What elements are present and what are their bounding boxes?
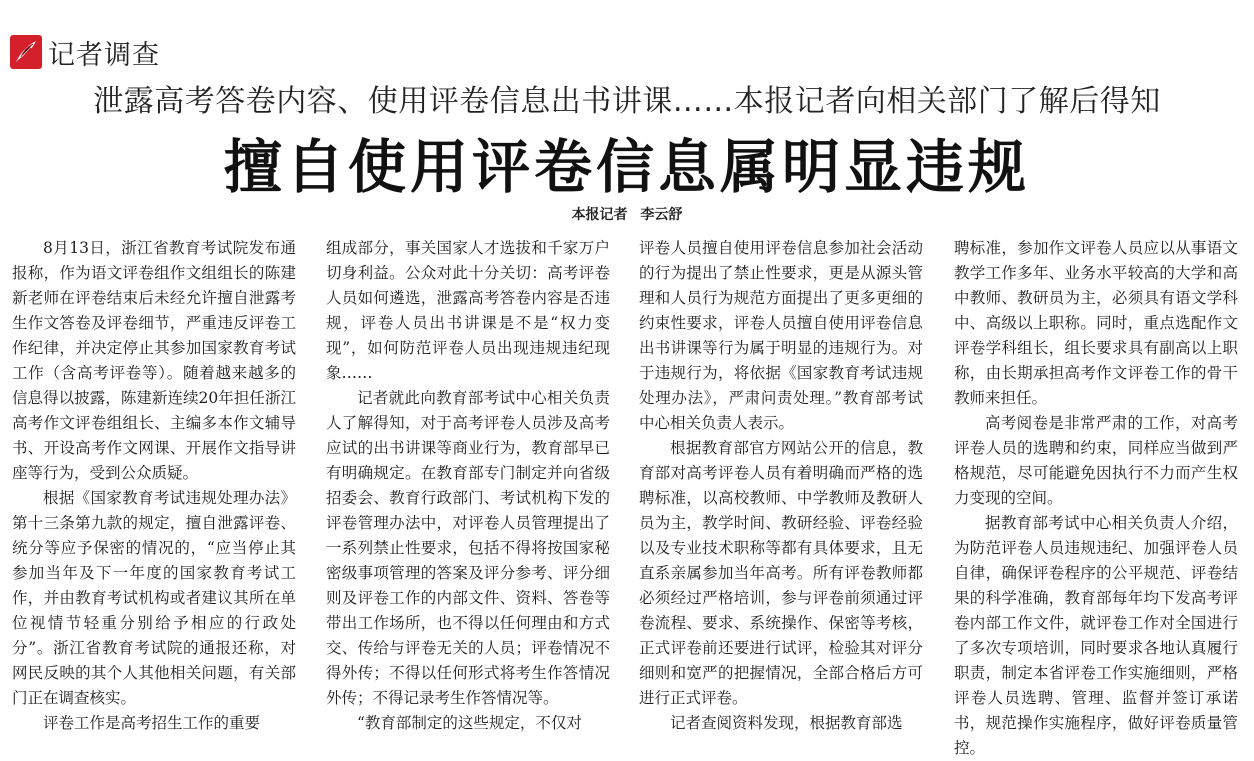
article-column-3 [639,236,923,737]
paragraph: 记者查阅资料发现，根据教育部选 [670,714,903,732]
paragraph: 根据《国家教育考试违规处理办法》第十三条第九款的规定，擅自泄露评卷、统分等应予保密的情况的，“应当停止其参加当年及下一年度的国家教育考试工作，并由教育考试机构或者建议其所在单位视情节轻重分别给予相应的行政处分”。浙江省教育考试院的通报还称，对网民反映的其个人其他相关问题，有关部门正在调查核实。 [12,489,296,707]
paragraph: 据教育部考试中心相关负责人介绍，为防范评卷人员违规违纪、加强评卷人员自律，确保评卷程序的公平规范、评卷结果的科学准确，教育部每年均下发高考评卷内部工作文件，就评卷工作对全国进行了多次专项培训，同时要求各地认真履行职责，制定本省评卷工作实施细则，严格评卷人员选聘、管理、监督并签订承诺书，规范操作实施程序，做好评卷质量管控。 [954,514,1238,757]
article-column-4 [954,236,1238,757]
paragraph: 记者就此向教育部考试中心相关负责人了解得知，对于高考评卷人员涉及高考应试的出书讲课等商业行为，教育部早已有明确规定。在教育部专门制定并向省级招委会、教育行政部门、考试机构下发的评卷管理办法中，对评卷人员管理提出了一系列禁止性要求，包括不得将按国家秘密级事项管理的答案及评分参考、评分细则及评卷工作的内部文件、资料、答卷等带出工作场所，也不得以任何理由和方式交、传给与评卷无关的人员；评卷情况不得外传；不得以任何形式将考生作答情况外传；不得记录考生作答情况等。 [326,389,610,707]
section-header [10,34,160,70]
article-column-2 [326,236,610,737]
red-feather-logo-icon [10,35,42,69]
paragraph: 8月13日，浙江省教育考试院发布通报称，作为语文评卷组作文组组长的陈建新老师在评卷结束后未经允许擅自泄露考生作文答卷及评卷细节，严重违反评卷工作纪律，并决定停止其参加国家教育考试工作（含高考评卷等）。随着越来越多的信息得以披露，陈建新连续20年担任浙江高考作文评卷组组长、主编多本作文辅导书、开设高考作文网课、开展作文指导讲座等行为，受到公众质疑。 [12,239,296,482]
article-column-1 [12,236,296,737]
section-label: 记者调查 [48,39,160,71]
paragraph: 高考阅卷是非常严肃的工作，对高考评卷人员的选聘和约束，同样应当做到严格规范，尽可能避免因执行不力而产生权力变现的空间。 [954,414,1238,507]
paragraph: 聘标准，参加作文评卷人员应以从事语文教学工作多年、业务水平较高的大学和高中教师、教研员为主，必须具有语文学科中、高级以上职称。同时，重点选配作文评卷学科组长，组长要求具有副高以上职称，由长期承担高考作文评卷工作的骨干教师来担任。 [954,239,1238,407]
paragraph: 组成部分，事关国家人才选拔和千家万户切身利益。公众对此十分关切：高考评卷人员如何遴选，泄露高考答卷内容是否违规，评卷人员出书讲课是不是“权力变现”，如何防范评卷人员出现违规违纪现象…… [326,239,610,382]
article-kicker: 泄露高考答卷内容、使用评卷信息出书讲课……本报记者向相关部门了解后得知 [93,84,1161,119]
article-byline: 本报记者 李云舒 [571,207,683,223]
article-headline: 擅自使用评卷信息属明显违规 [223,133,1030,201]
paragraph: 根据教育部官方网站公开的信息，教育部对高考评卷人员有着明确而严格的选聘标准，以高校教师、中学教师及教研人员为主，教学时间、教研经验、评卷经验以及专业技术职称等都有具体要求，且无直系亲属参加当年高考。所有评卷教师都必须经过严格培训，参与评卷前须通过评卷流程、要求、系统操作、保密等考核，正式评卷前还要进行试评，检验其对评分细则和宽严的把握情况，全部合格后方可进行正式评卷。 [639,439,923,707]
paragraph: 评卷工作是高考招生工作的重要 [43,714,261,732]
paragraph: 评卷人员擅自使用评卷信息参加社会活动的行为提出了禁止性要求，更是从源头管理和人员行为规范方面提出了更多更细的约束性要求，评卷人员擅自使用评卷信息出书讲课等行为属于明显的违规行为。对于违规行为，将依据《国家教育考试违规处理办法》，严肃问责处理。”教育部考试中心相关负责人表示。 [639,239,923,432]
paragraph: “教育部制定的这些规定，不仅对 [357,714,582,732]
